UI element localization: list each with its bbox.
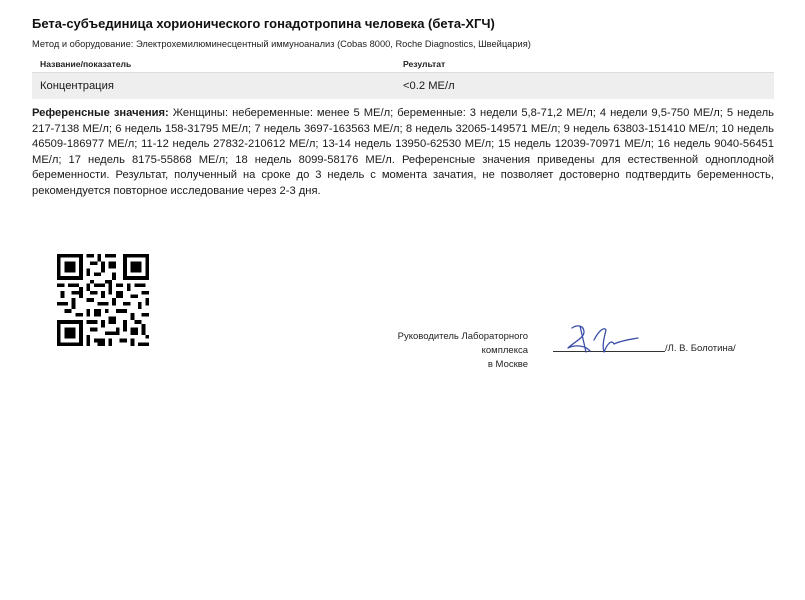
column-header-name: Название/показатель [40, 59, 132, 69]
row-result: <0.2 МЕ/л [403, 80, 455, 92]
row-name: Концентрация [40, 80, 114, 92]
reference-label: Референсные значения: [32, 107, 169, 119]
signatory-role-line1: Руководитель Лабораторного комплекса [397, 331, 528, 356]
method-description: Метод и оборудование: Электрохемилюминесцентный иммуноанализ (Cobas 8000, Roche Diagnostics, Швейцария) [32, 39, 531, 49]
qr-code-icon [57, 254, 149, 346]
signatory-name: /Л. В. Болотина/ [665, 343, 736, 354]
reference-text: Женщины: небеременные: менее 5 МЕ/л; беременные: 3 недели 5,8-71,2 МЕ/л; 4 недели 9,5-750 МЕ/л; 5 недель 217-7138 МЕ/л; 6 недель 158-31795 МЕ/л; 7 недель 3697-163563 МЕ/л; 8 недель 32065-149571 МЕ/л; 9 недель 63803-151410 МЕ/л; 10 недель 46509-186977 МЕ/л; 11-12 недель 27832-210612 МЕ/л; 13-14 недель 13950-62530 МЕ/л; 15 недель 12039-70971 МЕ/л; 16 недель 9040-56451 МЕ/л; 17 недель 8175-55868 МЕ/л; 18 недель 8099-58176 МЕ/л. Референсные значения приведены для естественной одноплодной беременности. Результат, полученный на сроке до 3 недель с момента зачатия, не позволяет достоверно подтвердить беременность, рекомендуется повторное исследование через 2-3 дня. [32, 107, 775, 197]
reference-values [32, 106, 774, 200]
signatory-role [356, 330, 528, 372]
test-title: Бета-субъединица хорионического гонадотропина человека (бета-ХГЧ) [32, 16, 495, 31]
handwritten-signature [560, 318, 644, 358]
table-header [32, 57, 774, 73]
table-row [32, 73, 774, 99]
results-table [32, 57, 774, 99]
signatory-role-line2: в Москве [487, 359, 528, 370]
column-header-result: Результат [403, 59, 446, 69]
